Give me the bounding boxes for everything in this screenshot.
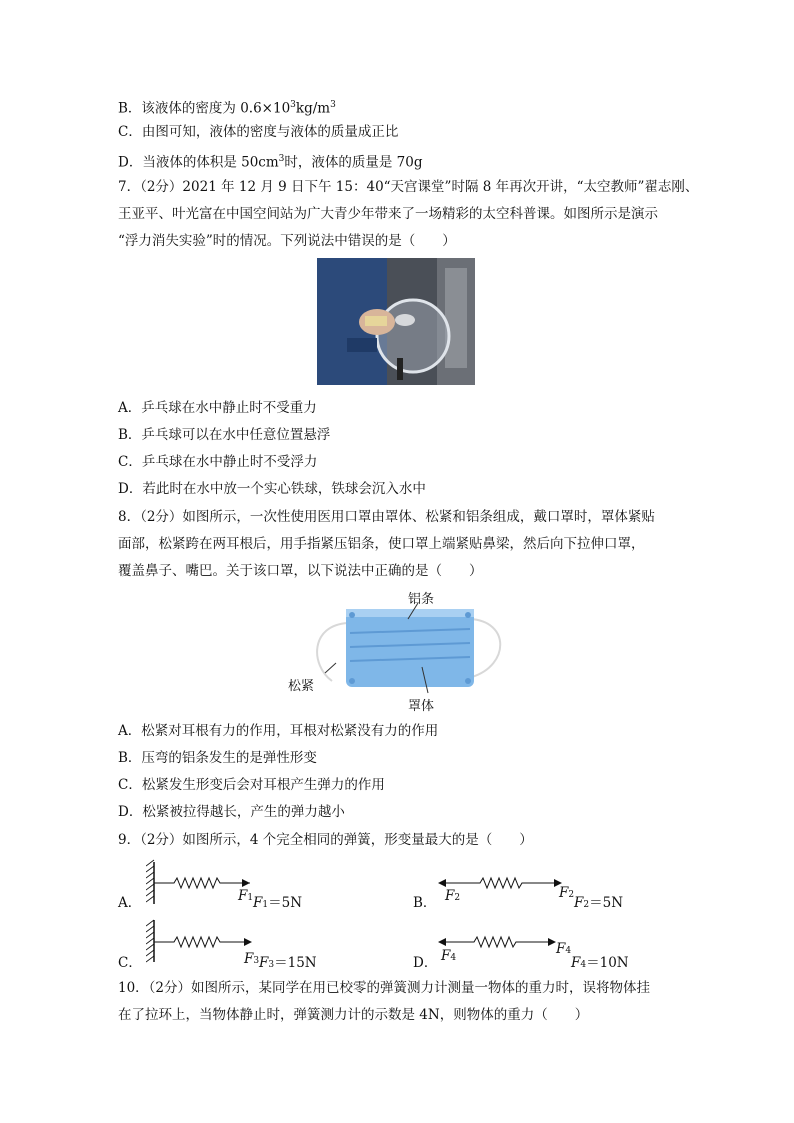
q6-option-c: C．由图可知，液体的密度与液体的质量成正比	[118, 124, 399, 140]
q7-option-a: A．乒乓球在水中静止时不受重力	[118, 400, 317, 416]
q6-option-b: B．该液体的密度为 $0.6\times 10^3kg/m^3$	[118, 100, 336, 117]
spring-d-left-force-label: F4	[441, 948, 457, 964]
spring-d-force-label: F4	[556, 941, 572, 957]
label-elastic: 松紧	[288, 679, 315, 694]
q8-option-c: C．松紧发生形变后会对耳根产生弹力的作用	[118, 777, 385, 793]
q8-stem-line2: 面部，松紧跨在两耳根后，用手指紧压铝条，使口罩上端紧贴鼻梁，然后向下拉伸口罩，	[118, 536, 645, 552]
spring-c-force-label: F3	[244, 951, 260, 967]
space-experiment-photo	[317, 258, 475, 385]
q7-option-c: C．乒乓球在水中静止时不受浮力	[118, 454, 318, 470]
q8-option-b: B．压弯的铝条发生的是弹性形变	[118, 750, 317, 766]
spring-a-force-value: F1＝5N	[253, 895, 303, 911]
face-mask-diagram	[280, 585, 510, 715]
q7-option-b: B．乒乓球可以在水中任意位置悬浮	[118, 427, 331, 443]
q7-stem-line3: “浮力消失实验”时的情况。下列说法中错误的是（ ）	[118, 233, 456, 249]
spring-b-left-force-label: F2	[445, 888, 461, 904]
label-aluminum-strip: 铝条	[408, 592, 435, 607]
q8-stem-line3: 覆盖鼻子、嘴巴。关于该口罩，以下说法中正确的是（ ）	[118, 563, 483, 579]
spring-a-letter: A．	[118, 895, 142, 911]
q6-option-d: D．当液体的体积是 $50cm^3$时，液体的质量是 70g	[118, 154, 423, 171]
q8-option-a: A．松紧对耳根有力的作用，耳根对松紧没有力的作用	[118, 723, 439, 739]
q10-stem-line1: 10．（2分）如图所示，某同学在用已校零的弹簧测力计测量一物体的重力时，误将物体挂	[118, 980, 651, 996]
label-mask-body: 罩体	[408, 699, 435, 714]
spring-b-letter: B．	[413, 895, 437, 911]
spring-a-force-label: F1	[238, 888, 254, 904]
q8-option-d: D．松紧被拉得越长，产生的弹力越小	[118, 804, 345, 820]
spring-c-force-value: F3＝15N	[259, 955, 317, 971]
q8-stem-line1: 8．（2分）如图所示，一次性使用医用口罩由罩体、松紧和铝条组成，戴口罩时，罩体紧贴	[118, 509, 655, 525]
spring-d-letter: D．	[413, 955, 438, 971]
q10-stem-line2: 在了拉环上，当物体静止时，弹簧测力计的示数是 4N，则物体的重力（ ）	[118, 1007, 589, 1023]
q7-stem-line1: 7．（2分）2021 年 12 月 9 日下午 15：40“天宫课堂”时隔 8 年再次开讲，“太空教师”翟志刚、	[118, 179, 699, 195]
q9-stem: 9．（2分）如图所示，4 个完全相同的弹簧，形变量最大的是（ ）	[118, 832, 533, 848]
spring-d-force-value: F4＝10N	[571, 955, 629, 971]
spring-b-force-label: F2	[559, 885, 575, 901]
q7-option-d: D．若此时在水中放一个实心铁球，铁球会沉入水中	[118, 481, 426, 497]
spring-b-force-value: F2＝5N	[574, 895, 624, 911]
q7-stem-line2: 王亚平、叶光富在中国空间站为广大青少年带来了一场精彩的太空科普课。如图所示是演示	[118, 206, 658, 222]
spring-c-letter: C．	[118, 955, 142, 971]
